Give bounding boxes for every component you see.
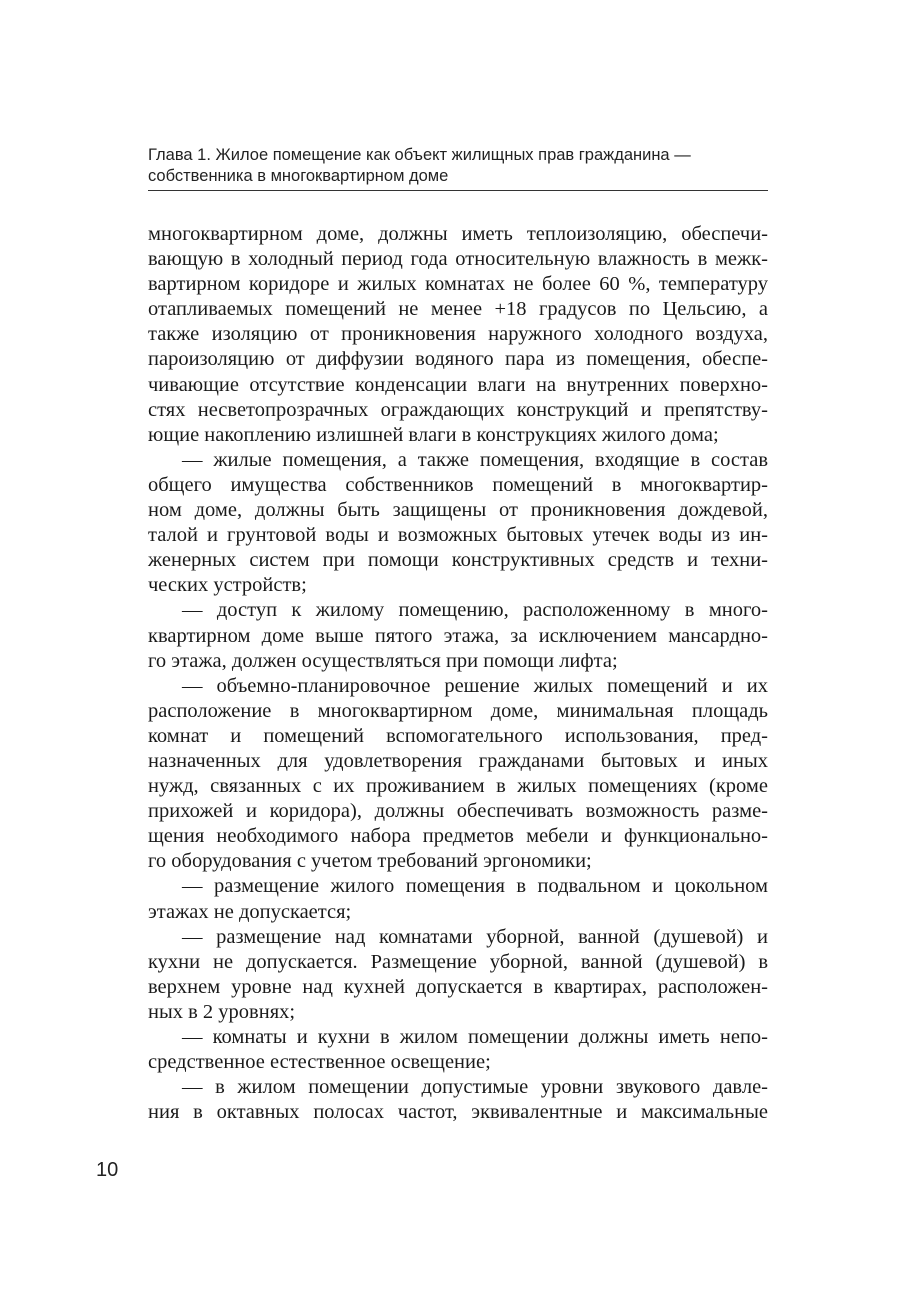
body-line: назначенных для удовлетворения гражданами бытовых и иных	[148, 749, 768, 772]
body-line: ном доме, должны быть защищены от проникновения дождевой,	[148, 499, 768, 522]
body-line: средственное естественное освещение;	[148, 1051, 491, 1074]
body-line: — размещение жилого помещения в подвальном и цокольном	[182, 875, 768, 898]
body-line: многоквартирном доме, должны иметь теплоизоляцию, обеспечи-	[148, 223, 768, 245]
body-text	[148, 222, 768, 1125]
body-line: — размещение над комнатами уборной, ванной (душевой) и	[182, 925, 768, 948]
body-line: комнат и помещений вспомогательного использования, пред-	[148, 724, 768, 747]
body-line: отапливаемых помещений не менее +18 градусов по Цельсию, а	[148, 298, 768, 321]
body-line: пароизоляцию от диффузии водяного пара из помещения, обеспе-	[148, 348, 768, 371]
body-line: расположение в многоквартирном доме, минимальная площадь	[148, 699, 768, 722]
body-line: этажах не допускается;	[148, 900, 352, 923]
body-line: вающую в холодный период года относительную влажность в межк-	[148, 248, 768, 271]
body-line: ющие накоплению излишней влаги в конструкциях жилого дома;	[148, 423, 719, 446]
running-head-line-1: Глава 1. Жилое помещение как объект жилищных прав гражданина —	[148, 146, 691, 164]
body-line: — жилые помещения, а также помещения, входящие в состав	[182, 448, 768, 471]
body-line: — комнаты и кухни в жилом помещении должны иметь непо-	[182, 1026, 768, 1048]
body-line: также изоляцию от проникновения наружного холодного воздуха,	[148, 323, 768, 346]
header-rule	[148, 190, 768, 191]
body-line: нужд, связанных с их проживанием в жилых помещениях (кроме	[148, 775, 768, 798]
body-line: — доступ к жилому помещению, расположенному в много-	[182, 599, 768, 622]
body-line: ческих устройств;	[148, 574, 307, 597]
body-line: общего имущества собственников помещений в многоквартир-	[148, 473, 768, 496]
body-line: верхнем уровне над кухней допускается в квартирах, расположен-	[148, 975, 768, 998]
body-line: стях несветопрозрачных ограждающих конструкций и препятству-	[148, 398, 768, 421]
running-head-line-2: собственника в многоквартирном доме	[148, 167, 449, 185]
body-line: — в жилом помещении допустимые уровни звукового давле-	[182, 1076, 768, 1099]
running-head	[148, 145, 768, 187]
body-line: го этажа, должен осуществляться при помощи лифта;	[148, 649, 618, 672]
body-line: чивающие отсутствие конденсации влаги на внутренних поверхно-	[148, 373, 768, 396]
body-line: ных в 2 уровнях;	[148, 1000, 296, 1023]
body-line: вартирном коридоре и жилых комнатах не более 60 %, температуру	[148, 273, 768, 296]
body-line: ния в октавных полосах частот, эквивалентные и максимальные	[148, 1101, 768, 1124]
body-line: квартирном доме выше пятого этажа, за исключением мансардно-	[148, 624, 768, 647]
body-line: щения необходимого набора предметов мебели и функционально-	[148, 825, 768, 848]
body-line: талой и грунтовой воды и возможных бытовых утечек воды из ин-	[148, 524, 768, 547]
body-line: — объемно-планировочное решение жилых помещений и их	[182, 674, 768, 697]
body-line: кухни не допускается. Размещение уборной, ванной (душевой) в	[148, 950, 768, 973]
page-number: 10	[96, 1159, 119, 1181]
body-line: го оборудования с учетом требований эргономики;	[148, 850, 592, 873]
body-line: женерных систем при помощи конструктивных средств и техни-	[148, 549, 768, 572]
body-line: прихожей и коридора), должны обеспечивать возможность разме-	[148, 800, 768, 823]
